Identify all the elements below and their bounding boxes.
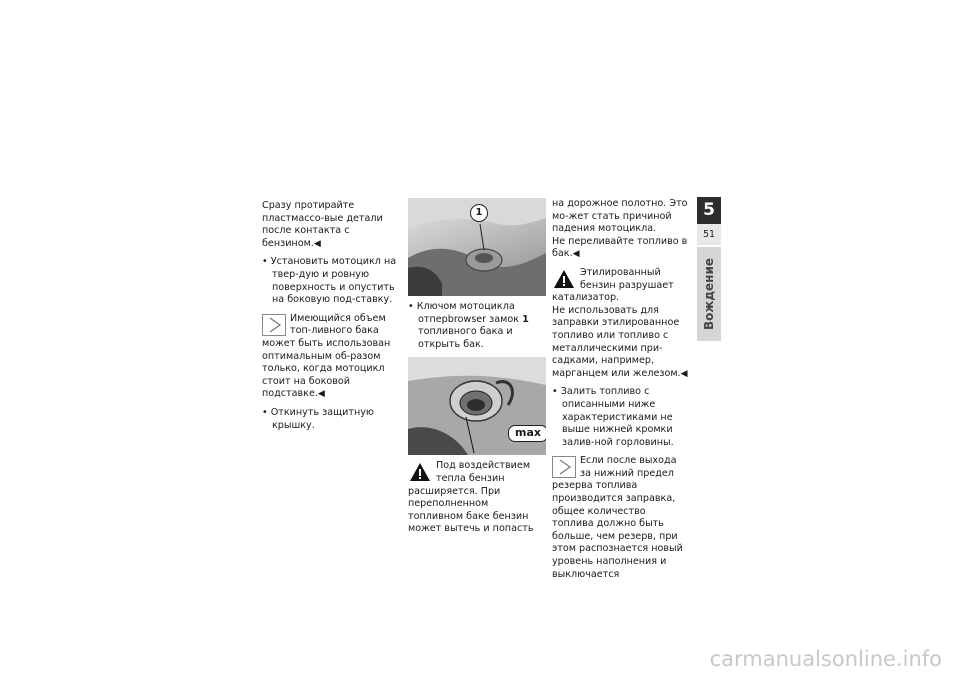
callout-number: 1	[522, 313, 529, 325]
info-note: Если после выхода за нижний предел резерва топлива производится заправка, общее количество топлива должно быть больше, чем резерв, при этом распознается новый уровень наполнения и выключается	[552, 455, 683, 580]
chapter-number: 5	[703, 200, 715, 220]
paragraph: Не использовать для заправки этилированное топливо или топливо с металлическими при-садками, например, марганцем или железом.◀	[552, 304, 688, 379]
text-column-2	[408, 198, 546, 542]
fuel-filler-neck-photo	[408, 357, 546, 455]
info-note-icon	[262, 314, 286, 336]
section-tab	[697, 247, 721, 341]
warning-note: Под воздействием тепла бензин расширяется. При переполненном топливном баке бензин может вытечь и попасть	[408, 460, 534, 535]
paragraph: на дорожное полотно. Это мо-жет стать причиной падения мотоцикла.	[552, 198, 688, 235]
bullet: •	[262, 406, 268, 418]
bullet: •	[552, 386, 558, 398]
section-title: Вождение	[702, 258, 716, 330]
bullet-item: • Ключом мотоцикла отперbrowser замок 1 топливного бака и открыть бак.	[408, 301, 529, 350]
end-mark: ◀	[313, 238, 321, 249]
page-number: 51	[697, 224, 721, 245]
info-note: Имеющийся объем топ-ливного бака может быть использован оптимальным об-разом только, когда мотоцикл стоит на боковой подставке.◀	[262, 312, 391, 400]
bullet: •	[408, 301, 414, 312]
text-column-3	[552, 198, 690, 587]
paragraph: Не переливайте топливо в бак.◀	[552, 235, 688, 260]
callout-label: 1	[470, 204, 488, 222]
bullet: •	[262, 256, 268, 268]
warning-note: Этилированный бензин разрушает катализатор.	[552, 266, 674, 304]
max-level-label: max	[508, 425, 546, 442]
warning-icon	[408, 461, 432, 483]
fuel-tank-lock-photo	[408, 198, 546, 296]
watermark: carmanualsonline.info	[709, 647, 942, 671]
end-mark: ◀	[680, 368, 688, 379]
bullet-item: • Установить мотоцикл на твер-дую и ровную поверхность и опустить на боковую под-ставку.	[262, 256, 397, 306]
paragraph: Сразу протирайте пластмассо-вые детали после контакта с бензином.◀	[262, 200, 383, 249]
text-column-1	[262, 200, 397, 438]
end-mark: ◀	[572, 249, 580, 260]
warning-icon	[552, 268, 576, 290]
end-mark: ◀	[317, 389, 325, 400]
bullet-item: • Залить топливо с описанными ниже характеристиками не выше нижней кромки залив-ной горловины.	[552, 386, 674, 448]
info-note-icon	[552, 456, 576, 478]
bullet-item: • Откинуть защитную крышку.	[262, 406, 375, 431]
